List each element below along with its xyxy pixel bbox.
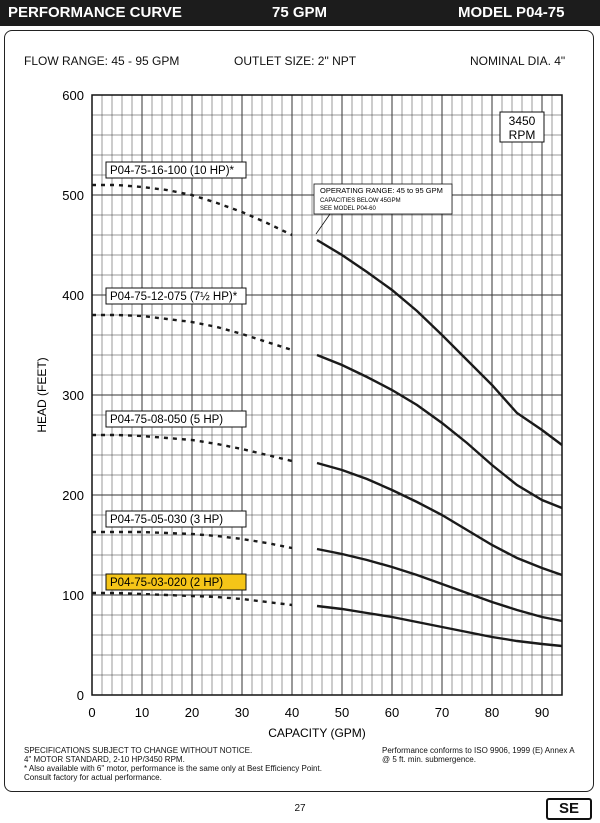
- nominal-dia-label: NOMINAL DIA. 4": [470, 54, 566, 68]
- series-label: P04-75-16-100 (10 HP)*: [110, 165, 235, 177]
- header-flow: 75 GPM: [272, 4, 328, 21]
- y-tick-label: 300: [62, 388, 84, 403]
- series-label: P04-75-08-050 (5 HP): [110, 414, 224, 426]
- rpm-unit: RPM: [508, 128, 536, 142]
- operating-note-line: CAPACITIES BELOW 45GPM: [320, 198, 401, 204]
- y-tick-label: 600: [62, 88, 84, 103]
- x-tick-label: 20: [184, 705, 200, 720]
- x-tick-label: 50: [334, 705, 350, 720]
- outlet-size-label: OUTLET SIZE: 2" NPT: [234, 54, 357, 68]
- x-tick-label: 90: [534, 705, 550, 720]
- y-tick-label: 400: [62, 288, 84, 303]
- y-tick-label: 100: [62, 588, 84, 603]
- header-title: PERFORMANCE CURVE: [8, 4, 182, 21]
- operating-note-line: SEE MODEL P04-60: [320, 206, 376, 212]
- rpm-value: 3450: [508, 114, 536, 128]
- footer-note-line: SPECIFICATIONS SUBJECT TO CHANGE WITHOUT NOTICE.: [24, 746, 253, 755]
- flow-range-label: FLOW RANGE: 45 - 95 GPM: [24, 54, 180, 68]
- footer-note-line: * Also available with 6" motor, performance is the same only at Best Efficiency Point.: [24, 764, 322, 773]
- page-number: 27: [294, 803, 306, 814]
- footer-standard-line: @ 5 ft. min. submergence.: [382, 755, 476, 764]
- x-axis-label: CAPACITY (GPM): [268, 726, 366, 740]
- footer-notes: [24, 746, 322, 782]
- x-tick-label: 0: [88, 705, 96, 720]
- se-logo: SE: [546, 798, 592, 820]
- series-label: P04-75-12-075 (7½ HP)*: [110, 291, 238, 303]
- y-tick-label: 500: [62, 188, 84, 203]
- y-axis-label: HEAD (FEET): [35, 357, 49, 433]
- footer-note-line: 4" MOTOR STANDARD, 2-10 HP/3450 RPM.: [24, 755, 185, 764]
- operating-note-line: OPERATING RANGE: 45 to 95 GPM: [320, 186, 443, 195]
- x-tick-label: 40: [284, 705, 300, 720]
- header-model: MODEL P04-75: [458, 4, 565, 21]
- series-label: P04-75-05-030 (3 HP): [110, 514, 224, 526]
- y-tick-label: 0: [76, 688, 84, 703]
- x-tick-label: 30: [234, 705, 250, 720]
- footer-note-line: Consult factory for actual performance.: [24, 773, 162, 782]
- footer-standard-line: Performance conforms to ISO 9906, 1999 (E) Annex A: [382, 746, 575, 755]
- x-tick-label: 60: [384, 705, 400, 720]
- series-label: P04-75-03-020 (2 HP): [110, 577, 224, 589]
- y-tick-label: 200: [62, 488, 84, 503]
- x-tick-label: 80: [484, 705, 500, 720]
- x-tick-label: 70: [434, 705, 450, 720]
- footer-standard: [382, 746, 575, 764]
- x-tick-label: 10: [134, 705, 150, 720]
